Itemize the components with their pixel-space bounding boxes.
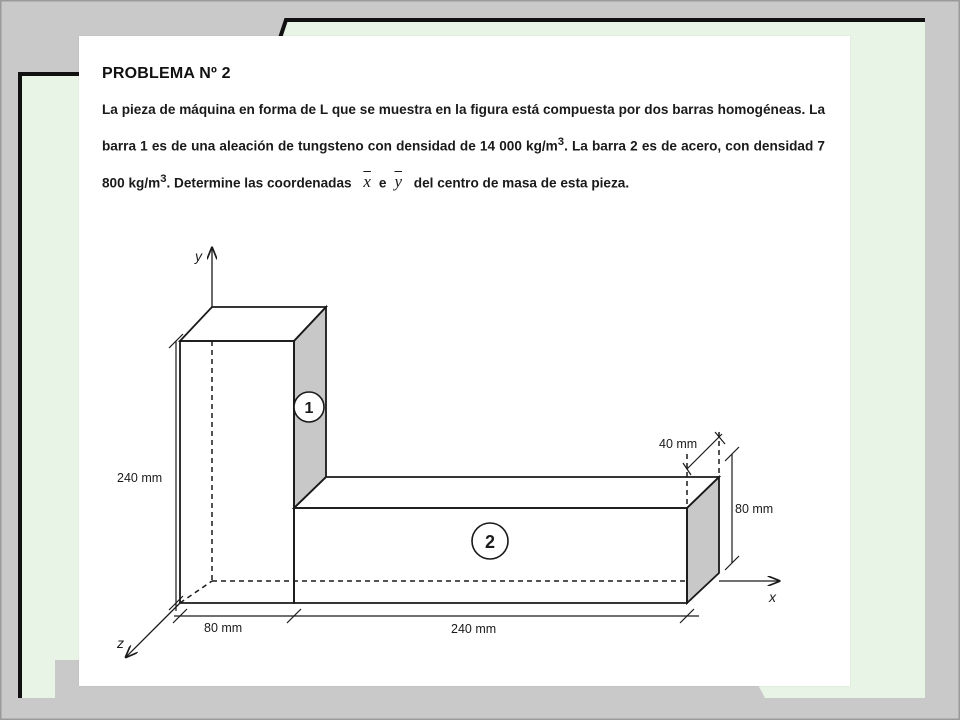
- bar2-label: 2: [484, 532, 496, 552]
- coordinate-axes: [126, 248, 779, 657]
- problem-page: [79, 36, 850, 686]
- bar1-width-dimension-label: 80 mm: [204, 621, 243, 635]
- statement-part4: del centro de masa de esta pieza.: [410, 175, 630, 191]
- statement-connector: e: [378, 175, 387, 191]
- height-dimension-label: 240 mm: [117, 471, 163, 485]
- bar2-length-dimension-label: 240 mm: [451, 622, 497, 636]
- unit-exponent-2: 3: [160, 172, 167, 185]
- hidden-edges: [180, 341, 719, 603]
- y-axis-label: y: [195, 248, 202, 264]
- z-axis-arrow: [126, 603, 180, 657]
- dimension-lines: [169, 334, 739, 623]
- variable-x-bar: $\overline{x}$: [363, 172, 371, 192]
- problem-title: PROBLEMA Nº 2: [102, 65, 231, 82]
- statement-part1: La pieza de máquina en forma de L que se muestra en la figura está compuesta por dos barras homogéneas. La barra 1 es de una aleación de tungsteno con densidad de 14 000 kg/m: [102, 102, 825, 154]
- statement-part3: . Determine las coordenadas: [166, 175, 356, 191]
- x-axis-label: x: [769, 589, 776, 605]
- z-axis-label: z: [117, 635, 124, 651]
- l-shaped-part-figure: [79, 36, 850, 686]
- bar1-label: 1: [304, 400, 314, 417]
- statement-part2: . La barra 2 es de acero, con densidad 7 800 kg/m: [102, 138, 825, 191]
- depth-dimension-label: 40 mm: [659, 437, 698, 451]
- visible-edges: [180, 307, 719, 603]
- unit-exponent-1: 3: [557, 136, 565, 148]
- variable-y-bar: $\overline{y}$: [394, 172, 403, 192]
- bar2-end-face: [687, 477, 719, 603]
- bar2-height-dimension-label: 80 mm: [735, 502, 774, 516]
